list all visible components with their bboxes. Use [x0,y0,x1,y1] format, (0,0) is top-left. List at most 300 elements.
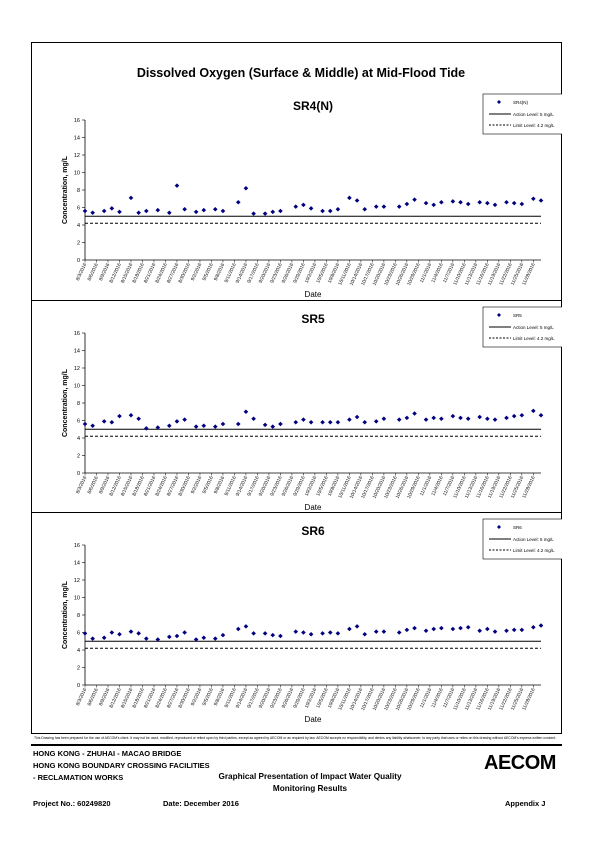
data-point [466,202,471,207]
x-tick-label: 11/19/2016 [487,687,503,712]
data-point [83,631,88,636]
x-tick-label: 8/9/2016 [98,475,112,495]
x-tick-label: 9/17/2016 [247,475,261,498]
data-point [320,209,325,214]
chart-title: SR6 [301,524,325,538]
data-point [466,416,471,421]
data-point [347,196,352,201]
data-point [451,627,456,632]
x-tick-label: 8/27/2016 [166,475,181,498]
aecom-logo: AECOM [484,752,556,774]
x-tick-label: 10/8/2016 [327,687,342,710]
x-tick-label: 9/5/2016 [202,262,215,282]
data-point [270,633,275,638]
legend-action-label: Action Level: 5 mg/L [513,537,554,542]
x-tick-label: 11/28/2016 [522,475,537,500]
data-point [355,415,360,420]
x-tick-label: 9/8/2016 [213,475,227,495]
data-point [320,631,325,636]
x-tick-label: 11/28/2016 [522,262,537,287]
x-tick-label: 8/24/2016 [155,475,169,498]
data-point [424,628,429,633]
data-point [355,198,360,203]
data-point [382,204,387,209]
footer-line-1: HONG KONG - ZHUHAI - MACAO BRIDGE [33,749,182,758]
x-tick-label: 9/2/2016 [190,475,204,495]
x-tick-label: 8/30/2016 [178,687,192,710]
x-tick-label: 11/25/2016 [510,262,526,287]
x-axis-label: Date [304,715,322,724]
x-tick-label: 11/19/2016 [487,262,503,287]
data-point [144,636,149,641]
data-point [397,630,402,635]
x-tick-label: 10/29/2016 [407,687,422,712]
chart-panel-sr6 [31,513,562,731]
x-tick-label: 11/13/2016 [464,687,480,712]
y-tick-label: 16 [73,331,80,337]
data-point [201,423,206,428]
data-point [493,629,498,634]
x-tick-label: 9/23/2016 [270,262,284,285]
y-tick-label: 8 [76,188,80,194]
data-point [336,420,341,425]
data-point [382,416,387,421]
legend-action-label: Action Level: 5 mg/L [513,325,554,330]
y-tick-label: 6 [76,630,80,637]
data-point [336,631,341,636]
data-point [424,201,429,206]
data-point [270,210,275,215]
data-point [136,210,141,215]
data-point [397,417,402,422]
footer-center-title-2: Monitoring Results [272,784,348,793]
y-tick-label: 8 [76,613,80,619]
x-tick-label: 11/10/2016 [453,687,468,712]
y-tick-label: 4 [76,648,80,654]
y-tick-label: 12 [73,153,80,159]
data-point [263,631,268,636]
x-tick-label: 8/18/2016 [132,262,146,285]
y-tick-label: 16 [73,118,80,124]
y-tick-label: 10 [73,595,80,602]
y-tick-label: 14 [73,560,80,567]
data-point [201,635,206,640]
x-tick-label: 8/27/2016 [166,262,181,285]
x-tick-label: 9/29/2016 [293,687,307,710]
data-point [278,209,283,214]
y-tick-label: 12 [73,578,80,584]
x-tick-label: 8/21/2016 [143,475,158,498]
chart-panel-sr4n [31,88,562,300]
x-tick-label: 10/17/2016 [361,475,376,500]
data-point [382,629,387,634]
footer-center-title-1: Graphical Presentation of Impact Water Quality [218,772,402,781]
data-point [110,420,115,425]
data-point [328,630,333,635]
y-tick-label: 14 [73,348,80,355]
x-tick-label: 9/20/2016 [258,687,273,710]
x-tick-label: 8/6/2016 [87,475,100,495]
data-point [293,629,298,634]
footer-line-3: - RECLAMATION WORKS [33,773,124,782]
legend-series-label: SR6 [513,525,522,530]
x-tick-label: 9/14/2016 [235,262,250,285]
x-tick-label: 11/22/2016 [499,475,514,500]
x-tick-label: 10/20/2016 [372,687,388,712]
y-axis-label: Concentration, mg/L [62,368,69,438]
x-tick-label: 9/20/2016 [258,475,273,498]
data-point [136,416,141,421]
x-tick-label: 10/5/2016 [316,475,330,498]
data-point [309,632,314,637]
data-point [221,633,226,638]
x-tick-label: 11/16/2016 [476,262,491,287]
x-tick-label: 10/11/2016 [338,262,353,287]
data-point [520,413,525,418]
x-tick-label: 11/4/2016 [431,475,445,497]
x-tick-label: 8/30/2016 [178,475,192,498]
x-tick-label: 10/23/2016 [384,475,399,500]
x-tick-label: 9/2/2016 [190,687,204,707]
legend-action-label: Action Level: 5 mg/L [513,112,554,117]
data-point [102,419,107,424]
x-tick-label: 10/23/2016 [384,262,399,287]
y-tick-label: 12 [73,366,80,372]
x-tick-label: 10/17/2016 [361,687,376,712]
project-number: Project No.: 60249820 [33,799,111,808]
x-tick-label: 8/3/2016 [75,687,89,707]
data-point [270,424,275,429]
data-point [251,211,256,216]
y-tick-label: 16 [73,543,80,549]
data-point [244,186,249,191]
disclaimer-text: This Drawing has been prepared for the use of AECOM's client. It may not be used, modified, reproduced or relied upon by third parties, except as agreed by AECOM or as required by law. AECOM accepts no responsibility, and denies any liability whatsoever, to any party that uses or relies on this drawing without AECOM's express written consent. [34,736,557,740]
data-point [90,210,95,215]
data-point [194,424,199,429]
data-point [144,209,149,214]
x-tick-label: 11/10/2016 [453,262,468,287]
data-point [504,416,509,421]
x-tick-label: 8/18/2016 [132,475,146,498]
x-tick-label: 10/14/2016 [349,475,365,500]
x-tick-label: 9/2/2016 [190,262,204,282]
data-point [102,635,107,640]
legend-series-label: SR4(N) [513,100,529,105]
data-point [362,207,367,212]
x-tick-label: 11/16/2016 [476,687,491,712]
y-tick-label: 2 [76,453,80,460]
data-point [328,420,333,425]
x-tick-label: 9/14/2016 [235,475,250,498]
data-point [301,630,306,635]
x-tick-label: 11/10/2016 [453,475,468,500]
data-point [167,210,172,215]
y-tick-label: 0 [76,471,80,477]
y-tick-label: 0 [76,683,80,689]
data-point [175,419,180,424]
data-point [362,632,367,637]
y-tick-label: 10 [73,383,80,390]
x-tick-label: 10/14/2016 [349,687,365,712]
y-tick-label: 6 [76,205,80,212]
data-point [431,627,436,632]
x-tick-label: 8/3/2016 [75,475,89,495]
data-point [117,632,122,637]
data-point [374,204,379,209]
data-point [213,207,218,212]
data-point [309,206,314,211]
x-tick-label: 11/4/2016 [431,262,445,284]
data-point [110,206,115,211]
data-point [301,203,306,208]
legend-limit-label: Limit Level: 4.2 mg/L [513,548,555,553]
x-tick-label: 10/17/2016 [361,262,376,287]
x-tick-label: 9/11/2016 [224,475,238,497]
x-tick-label: 8/24/2016 [155,262,169,285]
y-tick-label: 2 [76,665,80,672]
y-tick-label: 4 [76,223,80,229]
x-tick-label: 10/29/2016 [407,262,422,287]
data-point [405,628,410,633]
data-point [531,625,536,630]
x-tick-label: 11/4/2016 [431,687,445,709]
data-point [397,204,402,209]
x-tick-label: 10/29/2016 [407,475,422,500]
data-point [539,413,544,418]
x-tick-label: 10/20/2016 [372,475,388,500]
footer-divider [31,744,562,746]
x-tick-label: 9/29/2016 [293,262,307,285]
data-point [309,420,314,425]
x-tick-label: 8/6/2016 [87,687,100,707]
x-tick-label: 9/23/2016 [270,475,284,498]
data-point [477,628,482,633]
legend-limit-label: Limit Level: 4.2 mg/L [513,336,555,341]
x-tick-label: 10/26/2016 [395,262,411,287]
x-tick-label: 11/22/2016 [499,687,514,712]
data-point [512,414,517,419]
data-point [347,417,352,422]
data-point [504,200,509,205]
data-point [129,413,134,418]
x-tick-label: 11/7/2016 [442,687,457,709]
data-point [439,626,444,631]
x-tick-label: 10/8/2016 [327,475,342,498]
x-tick-label: 8/15/2016 [120,475,135,498]
data-point [301,417,306,422]
x-tick-label: 9/29/2016 [293,475,307,498]
main-title: Dissolved Oxygen (Surface & Middle) at Mid-Flood Tide [136,66,466,80]
data-point [90,423,95,428]
data-point [167,423,172,428]
data-point [493,203,498,208]
data-point [531,196,536,201]
data-point [129,196,134,201]
x-tick-label: 8/12/2016 [109,262,123,285]
x-tick-label: 9/26/2016 [281,262,296,285]
data-point [221,422,226,427]
x-tick-label: 8/21/2016 [143,262,158,285]
x-tick-label: 8/15/2016 [120,262,135,285]
data-point [182,417,187,422]
x-tick-label: 9/5/2016 [202,687,215,707]
x-axis-label: Date [304,290,322,299]
data-point [263,211,268,216]
x-tick-label: 11/1/2016 [419,262,434,284]
y-tick-label: 2 [76,240,80,247]
data-point [278,634,283,639]
data-point [458,626,463,631]
data-point [175,634,180,639]
data-point [347,627,352,632]
data-point [520,202,525,207]
data-point [431,203,436,208]
data-point [263,423,268,428]
x-tick-label: 8/12/2016 [109,475,123,498]
x-tick-label: 11/7/2016 [442,475,457,497]
legend [483,94,562,134]
x-tick-label: 8/15/2016 [120,687,135,710]
x-tick-label: 11/16/2016 [476,475,491,500]
data-point [405,202,410,207]
data-point [512,201,517,206]
x-tick-label: 8/27/2016 [166,687,181,710]
y-axis-label: Concentration, mg/L [62,155,69,225]
x-tick-label: 10/26/2016 [395,475,411,500]
y-tick-label: 0 [76,258,80,264]
x-tick-label: 11/7/2016 [442,262,457,284]
data-point [293,420,298,425]
data-point [336,207,341,212]
data-point [439,200,444,205]
data-point [493,417,498,422]
data-point [90,636,95,641]
x-tick-label: 9/17/2016 [247,262,261,285]
x-tick-label: 11/25/2016 [510,687,526,712]
data-point [117,414,122,419]
data-point [374,629,379,634]
data-point [244,409,249,414]
data-point [236,200,241,205]
data-point [451,199,456,204]
data-point [512,628,517,633]
x-tick-label: 9/26/2016 [281,475,296,498]
data-point [477,200,482,205]
x-tick-label: 11/1/2016 [419,687,434,709]
data-point [458,416,463,421]
x-axis-label: Date [304,503,322,512]
data-point [236,627,241,632]
data-point [182,207,187,212]
data-point [167,635,172,640]
report-date: Date: December 2016 [163,799,239,808]
x-tick-label: 9/23/2016 [270,687,284,710]
x-tick-label: 11/22/2016 [499,262,514,287]
y-tick-label: 8 [76,401,80,407]
x-tick-label: 9/17/2016 [247,687,261,710]
data-point [362,420,367,425]
data-point [485,201,490,206]
x-tick-label: 8/6/2016 [87,262,100,282]
data-point [110,630,115,635]
x-tick-label: 8/9/2016 [98,687,112,707]
x-tick-label: 10/8/2016 [327,262,342,285]
data-point [117,210,122,215]
data-point [405,416,410,421]
data-point [83,209,88,214]
data-point [213,636,218,641]
x-tick-label: 10/23/2016 [384,687,399,712]
footer-line-2: HONG KONG BOUNDARY CROSSING FACILITIES [33,761,210,770]
x-tick-label: 8/18/2016 [132,687,146,710]
x-tick-label: 9/8/2016 [213,262,227,282]
y-tick-label: 6 [76,418,80,425]
x-tick-label: 11/1/2016 [419,475,434,497]
chart-title: SR4(N) [292,99,334,113]
x-tick-label: 11/19/2016 [487,475,503,500]
data-point [485,416,490,421]
data-point [412,411,417,416]
x-tick-label: 10/14/2016 [349,262,365,287]
data-point [451,414,456,419]
data-point [374,419,379,424]
legend-series-label: SR5 [513,313,522,318]
x-tick-label: 9/11/2016 [224,262,238,284]
x-tick-label: 8/3/2016 [75,262,89,282]
data-point [194,210,199,215]
data-point [83,422,88,427]
x-tick-label: 11/13/2016 [464,475,480,500]
data-point [477,415,482,420]
x-tick-label: 8/30/2016 [178,262,192,285]
x-tick-label: 8/9/2016 [98,262,112,282]
x-tick-label: 9/5/2016 [202,475,215,495]
data-point [244,624,249,629]
x-tick-label: 8/24/2016 [155,687,169,710]
data-point [520,628,525,633]
legend-limit-label: Limit Level: 4.2 mg/L [513,123,555,128]
x-tick-label: 9/14/2016 [235,687,250,710]
chart-panel-sr5 [31,301,562,512]
x-tick-label: 10/26/2016 [395,687,411,712]
data-point [431,416,436,421]
x-tick-label: 10/5/2016 [316,262,330,285]
x-tick-label: 11/13/2016 [464,262,480,287]
x-tick-label: 9/20/2016 [258,262,273,285]
x-tick-label: 9/26/2016 [281,687,296,710]
x-tick-label: 9/8/2016 [213,687,227,707]
data-point [278,422,283,427]
data-point [236,422,241,427]
data-point [424,417,429,422]
data-point [201,208,206,213]
legend [483,519,562,559]
data-point [355,624,360,629]
data-point [156,208,161,213]
x-tick-label: 10/2/2016 [304,475,319,498]
data-point [182,630,187,635]
data-point [531,409,536,414]
data-point [129,629,134,634]
data-point [466,625,471,630]
x-tick-label: 11/25/2016 [510,475,526,500]
y-tick-label: 4 [76,436,80,442]
x-tick-label: 10/20/2016 [372,262,388,287]
data-point [412,197,417,202]
data-point [293,204,298,209]
y-axis-label: Concentration, mg/L [62,580,69,650]
data-point [102,209,107,214]
